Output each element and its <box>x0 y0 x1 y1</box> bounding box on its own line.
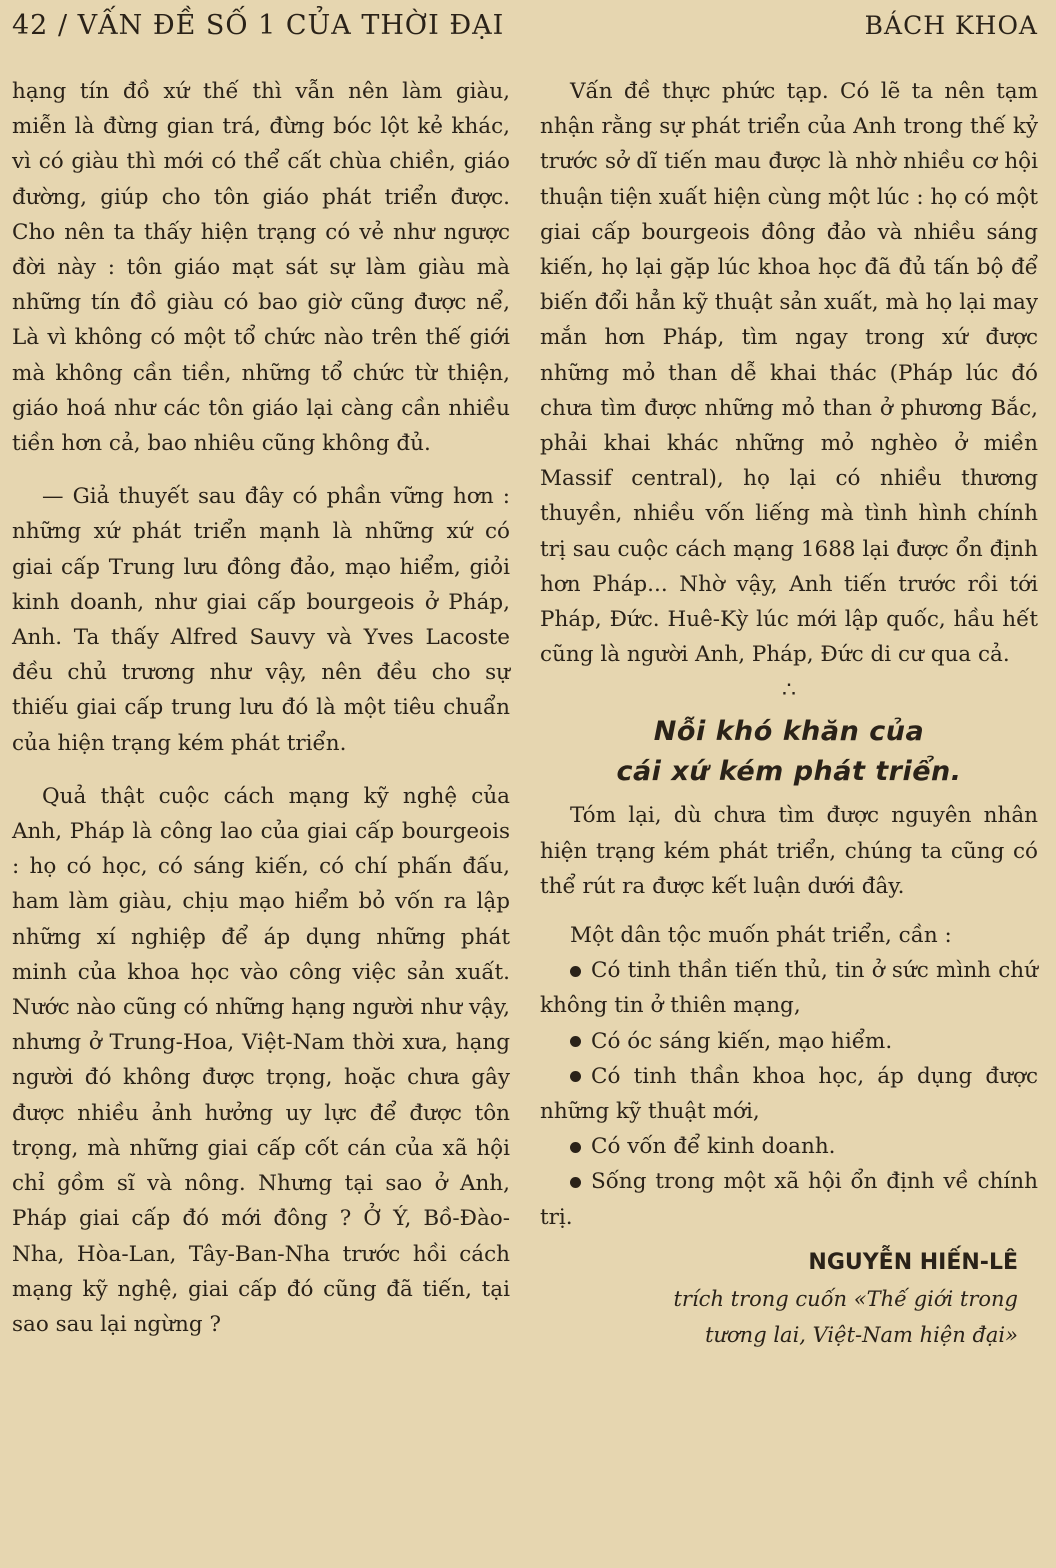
source-line-2: tương lai, Việt-Nam hiện đại» <box>705 1322 1018 1347</box>
article-body <box>12 74 1038 1353</box>
right-column <box>540 74 1038 1353</box>
bullet-icon <box>570 1036 581 1047</box>
page-header <box>12 10 1038 62</box>
paragraph: hạng tín đồ xứ thế thì vẫn nên làm giàu, miễn là đừng gian trá, đừng bóc lột kẻ khác, vì có giàu thì mới có thể cất chùa chiền, giáo đường, giúp cho tôn giáo phát triển được. Cho nên ta thấy hiện trạng có vẻ như ngược đời này : tôn giáo mạt sát sự làm giàu mà những tín đồ giàu có bao giờ cũng được nể, Là vì không có một tổ chức nào trên thế giới mà không cần tiền, những tổ chức từ thiện, giáo hoá như các tôn giáo lại càng cần nhiều tiền hơn cả, bao nhiêu cũng không đủ. <box>12 79 510 457</box>
bullet-icon <box>570 966 581 977</box>
bullet-text: Có óc sáng kiến, mạo hiểm. <box>591 1028 893 1054</box>
bullet-text: Sống trong một xã hội ổn định về chính trị. <box>540 1169 1038 1230</box>
paragraph: — Giả thuyết sau đây có phần vững hơn : những xứ phát triển mạnh là những xứ có giai cấp Trung lưu đông đảo, mạo hiểm, giỏi kinh doanh, như giai cấp bourgeois ở Pháp, Anh. Ta thấy Alfred Sauvy và Yves Lacoste đều chủ trương như vậy, nên đều cho sự thiếu giai cấp trung lưu đó là một tiêu chuẩn của hiện trạng kém phát triển. <box>12 484 510 756</box>
paragraph: Tóm lại, dù chưa tìm được nguyên nhân hiện trạng kém phát triển, chúng ta cũng có thể rút ra được kết luận dưới đây. <box>540 803 1038 899</box>
bullet-item <box>540 1129 1038 1164</box>
section-title-line-2: cái xứ kém phát triển. <box>616 756 962 788</box>
running-title: 42 / VẤN ĐỀ SỐ 1 CỦA THỜI ĐẠI <box>12 10 505 41</box>
bullet-icon <box>570 1142 581 1153</box>
bullet-icon <box>570 1177 581 1188</box>
bullet-icon <box>570 1071 581 1082</box>
bullet-text: Có tinh thần khoa học, áp dụng được những kỹ thuật mới, <box>540 1063 1038 1125</box>
bullet-text: Có tinh thần tiến thủ, tin ở sức mình chứ không tin ở thiên mạng, <box>540 958 1038 1019</box>
bullet-item <box>540 1164 1038 1234</box>
needs-intro: Một dân tộc muốn phát triển, cần : <box>570 923 952 949</box>
paragraph: Vấn đề thực phức tạp. Có lẽ ta nên tạm nhận rằng sự phát triển của Anh trong thế kỷ trước sở dĩ tiến mau được là nhờ nhiều cơ hội thuận tiện xuất hiện cùng một lúc : họ có một giai cấp bourgeois đông đảo và nhiều sáng kiến, họ lại gặp lúc khoa học đã đủ tấn bộ để biến đổi hẳn kỹ thuật sản xuất, mà họ lại may mắn hơn Pháp, tìm ngay trong xứ được những mỏ than dễ khai thác (Pháp lúc đó chưa tìm được những mỏ than ở phương Bắc, phải khai khác những mỏ nghèo ở miền Massif central), họ lại có nhiều thương thuyền, nhiều vốn liếng mà tình hình chính trị sau cuộc cách mạng 1688 lại được ổn định hơn Pháp... Nhờ vậy, Anh tiến trước rồi tới Pháp, Đức. Huê-Kỳ lúc mới lập quốc, hầu hết cũng là người Anh, Pháp, Đức di cư qua cả. <box>540 79 1038 668</box>
section-separator: ∴ <box>782 678 796 704</box>
bullet-item <box>540 953 1038 1023</box>
bullet-item <box>540 1059 1038 1129</box>
bullet-item <box>540 1024 1038 1059</box>
bullet-text: Có vốn để kinh doanh. <box>591 1134 836 1160</box>
section-title-line-1: Nỗi khó khăn của <box>653 716 925 748</box>
paragraph: Quả thật cuộc cách mạng kỹ nghệ của Anh, Pháp là công lao của giai cấp bourgeois : họ có học, có sáng kiến, có chí phấn đấu, ham làm giàu, chịu mạo hiểm bỏ vốn ra lập những xí nghiệp để áp dụng những phát minh của khoa học vào công việc sản xuất. Nước nào cũng có những hạng người như vậy, nhưng ở Trung-Hoa, Việt-Nam thời xưa, hạng người đó không được trọng, hoặc chưa gây được nhiều ảnh hưởng uy lực để được tôn trọng, mà những giai cấp cốt cán của xã hội chỉ gồm sĩ và nông. Nhưng tại sao ở Anh, Pháp giai cấp đó mới đông ? Ở Ý, Bồ-Đào-Nha, Hòa-Lan, Tây-Ban-Nha trước hồi cách mạng kỹ nghệ, giai cấp đó cũng đã tiến, tại sao sau lại ngừng ? <box>12 783 510 1337</box>
source-line-1: trích trong cuốn «Thế giới trong <box>673 1286 1018 1311</box>
publication-name: BÁCH KHOA <box>864 11 1038 40</box>
author-name: NGUYỄN HIẾN-LÊ <box>808 1249 1018 1275</box>
left-column <box>12 74 510 1353</box>
